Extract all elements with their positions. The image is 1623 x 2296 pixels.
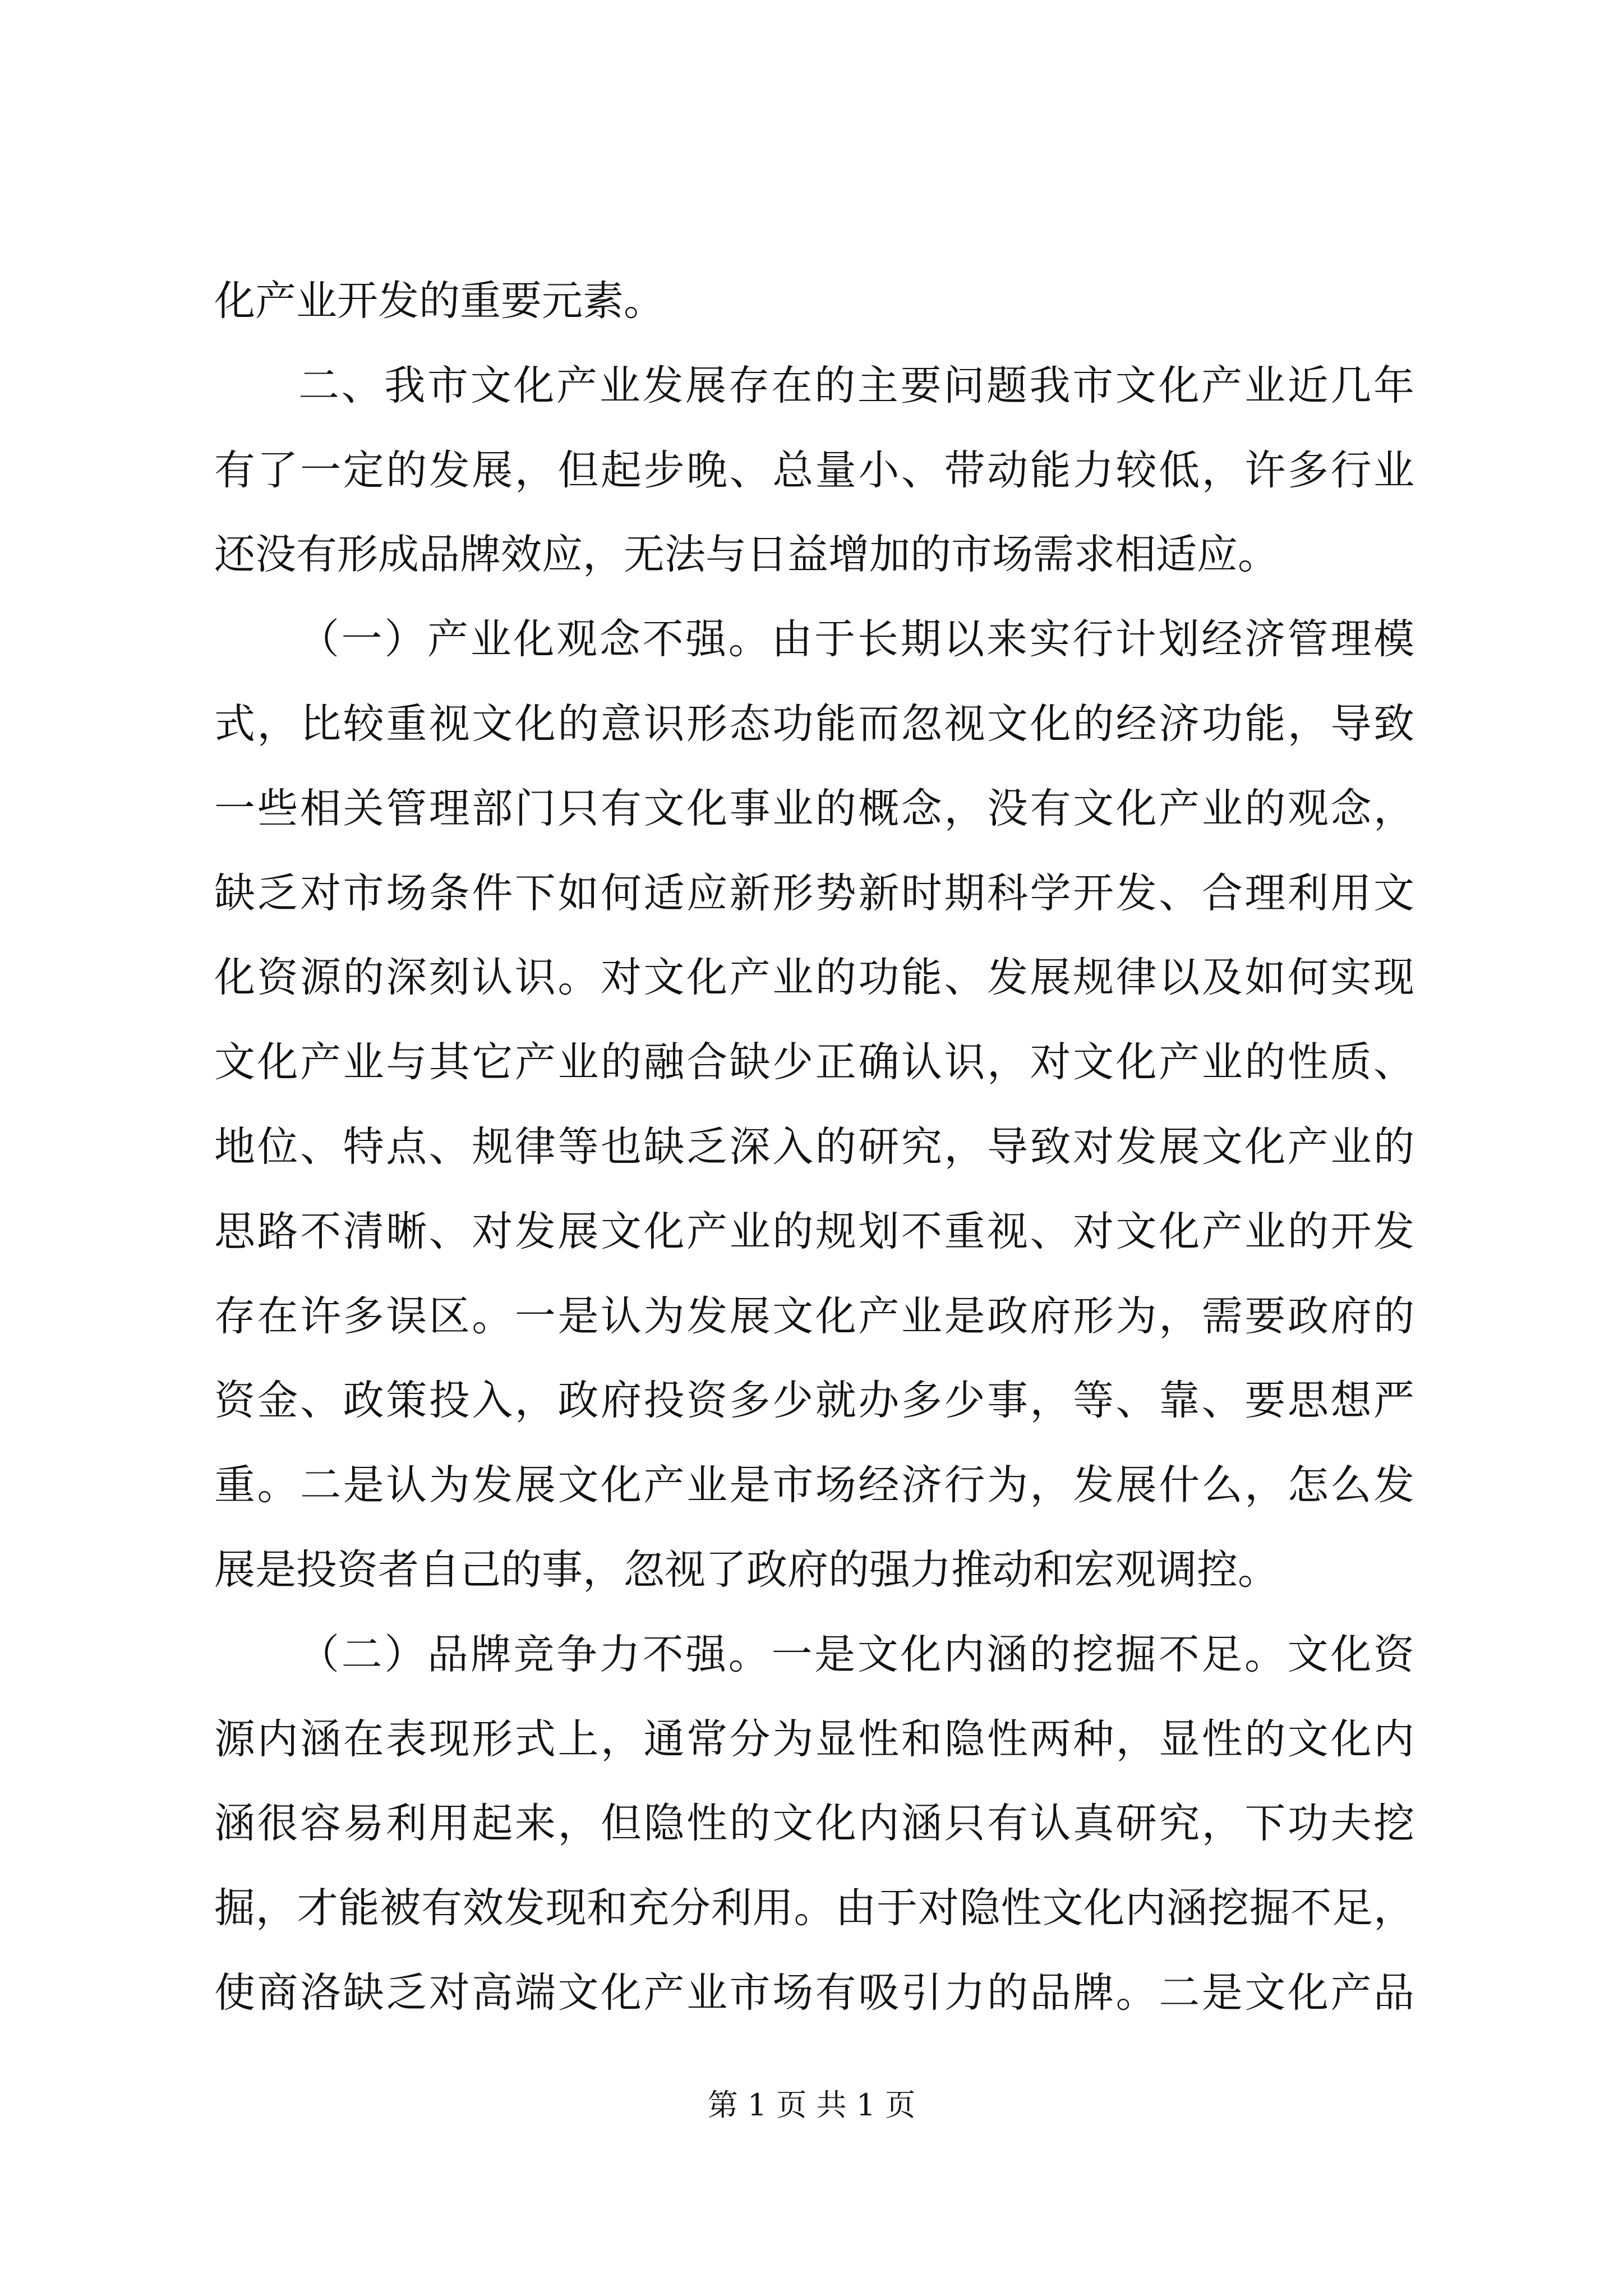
text-line: 一些相关管理部门只有文化事业的概念，没有文化产业的观念， [214, 784, 1414, 832]
document-body [214, 259, 1414, 2036]
text-line: 使商洛缺乏对高端文化产业市场有吸引力的品牌。二是文化产品 [214, 1968, 1414, 2017]
text-line: 掘，才能被有效发现和充分利用。由于对隐性文化内涵挖掘不足， [214, 1884, 1414, 1932]
text-line: （一）产业化观念不强。由于长期以来实行计划经济管理模 [298, 615, 1414, 664]
text-line: 缺乏对市场条件下如何适应新形势新时期科学开发、合理利用文 [214, 869, 1414, 917]
text-line: 化资源的深刻认识。对文化产业的功能、发展规律以及如何实现 [214, 954, 1414, 1002]
text-line: 资金、政策投入，政府投资多少就办多少事，等、靠、要思想严 [214, 1377, 1414, 1425]
text-line: 文化产业与其它产业的融合缺少正确认识，对文化产业的性质、 [214, 1038, 1414, 1087]
text-line: 涵很容易利用起来，但隐性的文化内涵只有认真研究，下功夫挖 [214, 1800, 1414, 1848]
text-line: 化产业开发的重要元素。 [214, 277, 665, 325]
text-line: （二）品牌竞争力不强。一是文化内涵的挖掘不足。文化资 [298, 1630, 1414, 1678]
text-line: 展是投资者自己的事，忽视了政府的强力推动和宏观调控。 [214, 1545, 1279, 1594]
page-footer: 第 1 页 共 1 页 [707, 2087, 916, 2123]
text-line: 式，比较重视文化的意识形态功能而忽视文化的经济功能，导致 [214, 700, 1414, 748]
text-line: 二、我市文化产业发展存在的主要问题我市文化产业近几年 [298, 361, 1414, 409]
text-line: 地位、特点、规律等也缺乏深入的研究，导致对发展文化产业的 [214, 1122, 1414, 1171]
text-line: 思路不清晰、对发展文化产业的规划不重视、对文化产业的开发 [214, 1207, 1414, 1255]
text-line: 有了一定的发展，但起步晚、总量小、带动能力较低，许多行业 [214, 446, 1414, 494]
text-line: 重。二是认为发展文化产业是市场经济行为，发展什么，怎么发 [214, 1461, 1414, 1510]
text-line: 存在许多误区。一是认为发展文化产业是政府形为，需要政府的 [214, 1292, 1414, 1340]
text-line: 还没有形成品牌效应，无法与日益增加的市场需求相适应。 [214, 531, 1279, 579]
text-line: 源内涵在表现形式上，通常分为显性和隐性两种，显性的文化内 [214, 1715, 1414, 1763]
